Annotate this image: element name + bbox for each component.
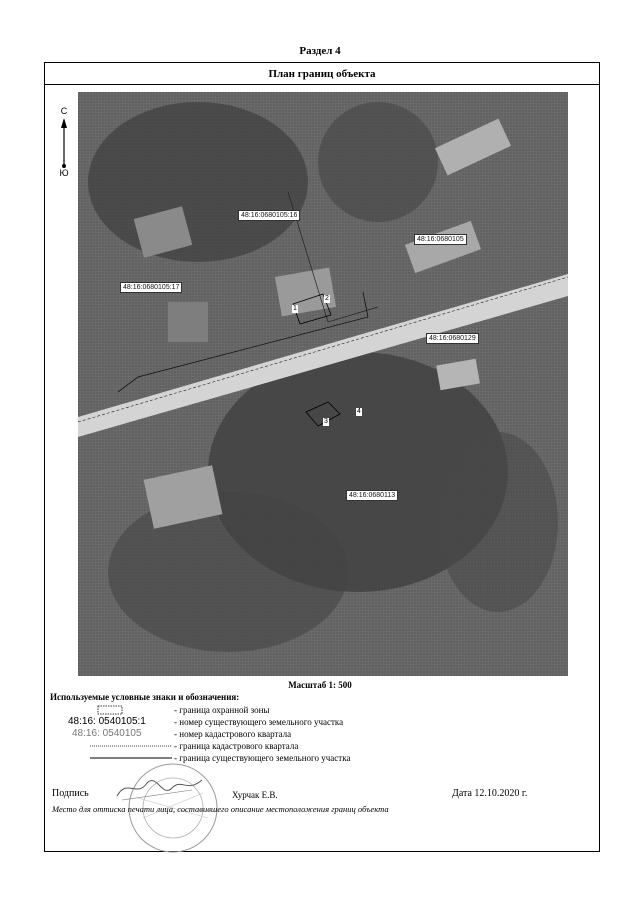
legend-title: Используемые условные знаки и обозначения:	[50, 692, 240, 702]
north-arrow-icon	[54, 116, 74, 176]
compass-south-label: Ю	[59, 168, 69, 178]
aerial-map	[78, 92, 568, 676]
point-label: 1	[293, 305, 297, 312]
legend-desc: - граница охранной зоны	[174, 705, 270, 715]
point-label: 2	[325, 295, 329, 302]
point-label: 3	[324, 418, 328, 425]
map-label-quarter-129: 48:16:0680129	[426, 333, 479, 344]
plan-header: План границ объекта	[45, 63, 599, 85]
map-label-quarter-113: 48:16:0680113	[346, 490, 398, 501]
stamp-note: Место для оттиска печати лица, составившего описание местоположения границ объекта	[52, 804, 389, 814]
section-title: Раздел 4	[299, 45, 341, 57]
map-scale: Масштаб 1: 500	[288, 680, 352, 690]
handwritten-signature	[112, 768, 212, 808]
signature-date: Дата 12.10.2020 г.	[452, 788, 528, 799]
compass-north-label: С	[60, 106, 68, 116]
parcel-number-symbol: 48:16: 0540105:1	[68, 716, 146, 727]
legend-desc: - номер кадастрового квартала	[174, 729, 292, 739]
legend-desc: - граница существующего земельного участка	[174, 753, 351, 763]
legend-desc: - номер существующего земельного участка	[174, 717, 344, 727]
map-label-parcel-16: 48:16:0680105:16	[238, 210, 300, 221]
signature-label: Подпись	[52, 788, 89, 799]
point-label: 4	[357, 408, 361, 415]
aerial-imagery	[78, 92, 568, 676]
compass	[54, 106, 74, 186]
map-label-quarter-105: 48:16:0680105	[414, 234, 467, 245]
map-label-parcel-17: 48:16:0680105:17	[120, 282, 182, 293]
quarter-boundary-symbol	[72, 740, 172, 752]
legend-desc: - граница кадастрового квартала	[174, 741, 299, 751]
signer-name: Хурчак Е.В.	[232, 790, 278, 800]
quarter-number-symbol: 48:16: 0540105	[72, 728, 142, 739]
protection-zone-symbol	[72, 704, 172, 716]
